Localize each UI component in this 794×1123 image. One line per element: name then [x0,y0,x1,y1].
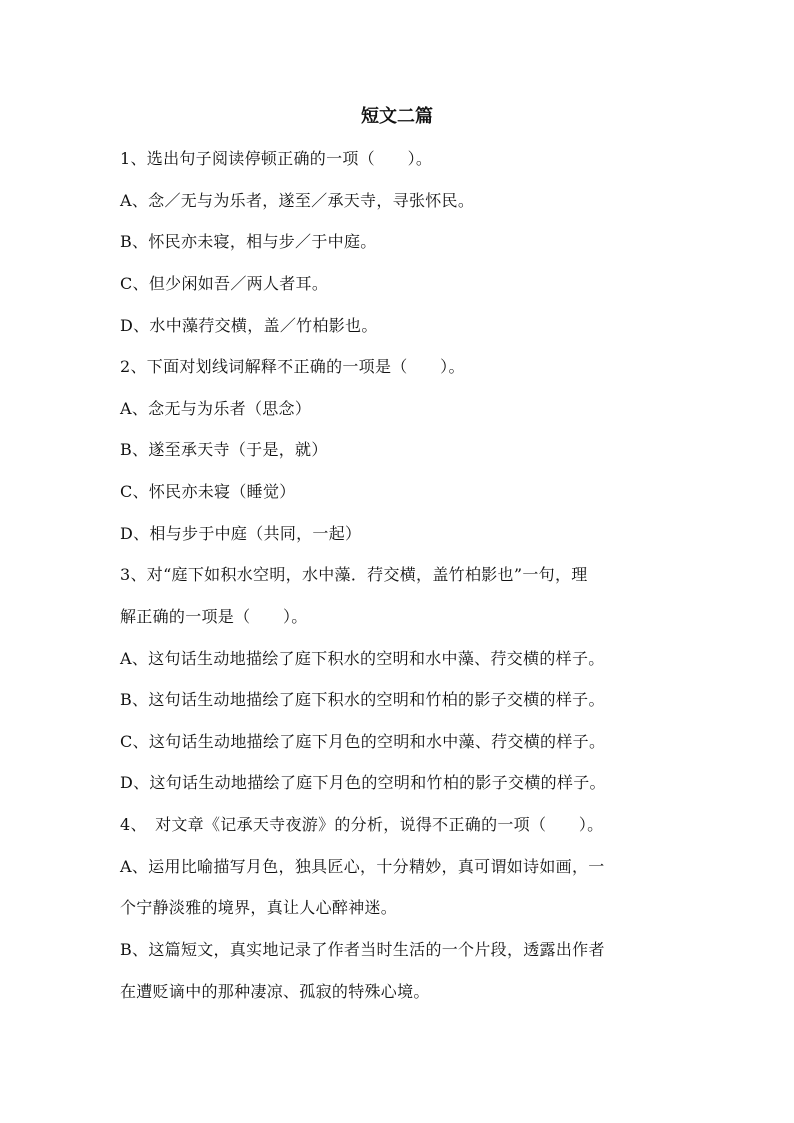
question-2-option-b: B、遂至承天寺（于是，就） [120,440,328,459]
question-3-option-d: D、这句话生动地描绘了庭下月色的空明和竹柏的影子交横的样子。 [120,773,606,792]
question-3-stem-line-1: 3、对“庭下如积水空明，水中藻．荇交横，盖竹柏影也”一句，理 [120,565,588,584]
question-2-stem: 2、下面对划线词解释不正确的一项是（ ）。 [120,357,465,376]
question-1-option-b: B、怀民亦未寝，相与步／于中庭。 [120,232,377,251]
question-3-option-a: A、这句话生动地描绘了庭下积水的空明和水中藻、荇交横的样子。 [120,649,605,668]
question-3-option-b: B、这句话生动地描绘了庭下积水的空明和竹柏的影子交横的样子。 [120,690,605,709]
question-2-option-d: D、相与步于中庭（共同，一起） [120,524,362,543]
question-2-option-c: C、怀民亦未寝（睡觉） [120,482,296,501]
question-1-stem: 1、选出句子阅读停顿正确的一项（ ）。 [120,149,433,168]
question-4-stem: 4、 对文章《记承天寺夜游》的分析，说得不正确的一项（ ）。 [120,815,604,834]
question-1-option-c: C、但少闲如吾／两人者耳。 [120,274,329,293]
question-2-option-a: A、念无与为乐者（思念） [120,399,312,418]
question-4-option-a-line-1: A、运用比喻描写月色，独具匠心，十分精妙，真可谓如诗如画，一 [120,857,605,876]
document-title: 短文二篇 [361,106,433,127]
question-4-option-a-line-2: 个宁静淡雅的境界，真让人心醉神迷。 [120,898,398,917]
question-1-option-d: D、水中藻荇交横，盖／竹柏影也。 [120,316,378,335]
question-4-option-b-line-2: 在遭贬谪中的那种凄凉、孤寂的特殊心境。 [120,982,430,1001]
question-3-stem-line-2: 解正确的一项是（ ）。 [120,607,308,626]
question-4-option-b-line-1: B、这篇短文，真实地记录了作者当时生活的一个片段，透露出作者 [120,940,605,959]
question-3-option-c: C、这句话生动地描绘了庭下月色的空明和水中藻、荇交横的样子。 [120,732,606,751]
question-1-option-a: A、念／无与为乐者，遂至／承天寺，寻张怀民。 [120,191,475,210]
